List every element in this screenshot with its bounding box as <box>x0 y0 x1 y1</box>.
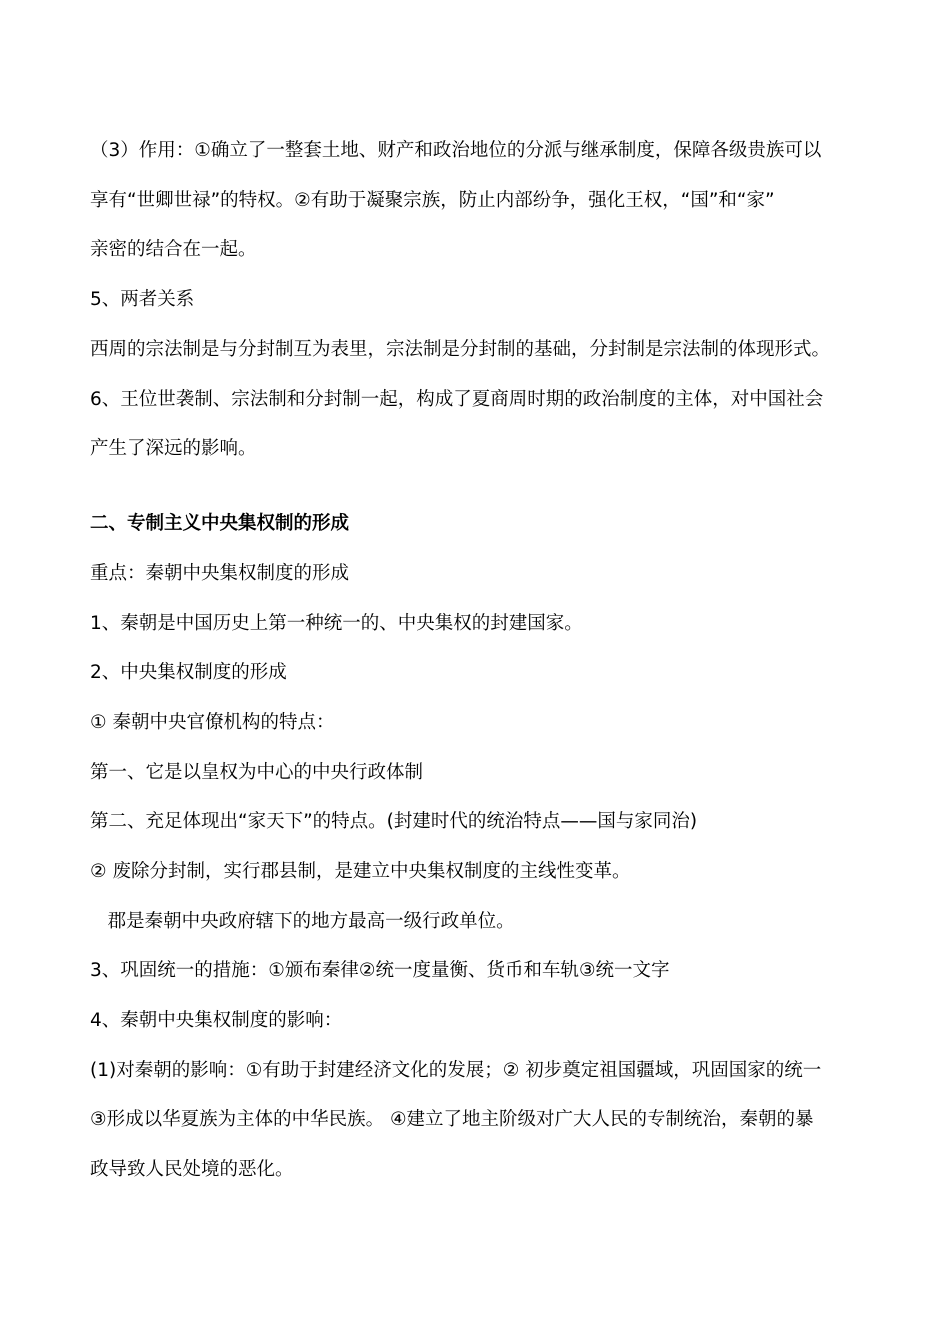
paragraph-line: （3）作用：①确立了一整套土地、财产和政治地位的分派与继承制度，保障各级贵族可以 <box>90 140 822 161</box>
paragraph-line: 第二、充足体现出“家天下”的特点。(封建时代的统治特点——国与家同治) <box>90 811 698 832</box>
paragraph-line: 6、王位世袭制、宗法制和分封制一起，构成了夏商周时期的政治制度的主体，对中国社会 <box>90 389 824 410</box>
section-heading: 2、中央集权制度的形成 <box>90 662 287 683</box>
paragraph-line: 第一、它是以皇权为中心的中央行政体制 <box>90 762 424 783</box>
paragraph-line: 3、巩固统一的措施：①颁布秦律②统一度量衡、货币和车轨③统一文字 <box>90 960 670 981</box>
paragraph-line: 产生了深远的影响。 <box>90 438 257 459</box>
paragraph-line: ③形成以华夏族为主体的中华民族。 ④建立了地主阶级对广大人民的专制统治，秦朝的暴 <box>90 1109 814 1130</box>
section-heading: 5、两者关系 <box>90 289 195 310</box>
section-heading: 4、秦朝中央集权制度的影响： <box>90 1010 343 1031</box>
paragraph-line: 1、秦朝是中国历史上第一种统一的、中央集权的封建国家。 <box>90 613 583 634</box>
paragraph-line: ① 秦朝中央官僚机构的特点： <box>90 712 335 733</box>
key-point-line: 重点：秦朝中央集权制度的形成 <box>90 563 350 584</box>
paragraph-line: 政导致人民处境的恶化。 <box>90 1159 294 1180</box>
paragraph-line: ② 废除分封制，实行郡县制，是建立中央集权制度的主线性变革。 <box>90 861 631 882</box>
paragraph-line: 郡是秦朝中央政府辖下的地方最高一级行政单位。 <box>90 911 515 932</box>
paragraph-line: 西周的宗法制是与分封制互为表里，宗法制是分封制的基础，分封制是宗法制的体现形式。 <box>90 339 831 360</box>
chapter-heading: 二、专制主义中央集权制的形成 <box>90 513 350 534</box>
paragraph-line: 享有“世卿世禄”的特权。②有助于凝聚宗族，防止内部纷争，强化王权，“国”和“家” <box>90 190 775 211</box>
paragraph-line: 亲密的结合在一起。 <box>90 239 257 260</box>
paragraph-line: (1)对秦朝的影响：①有助于封建经济文化的发展；② 初步奠定祖国疆域，巩固国家的统一 <box>90 1060 822 1081</box>
